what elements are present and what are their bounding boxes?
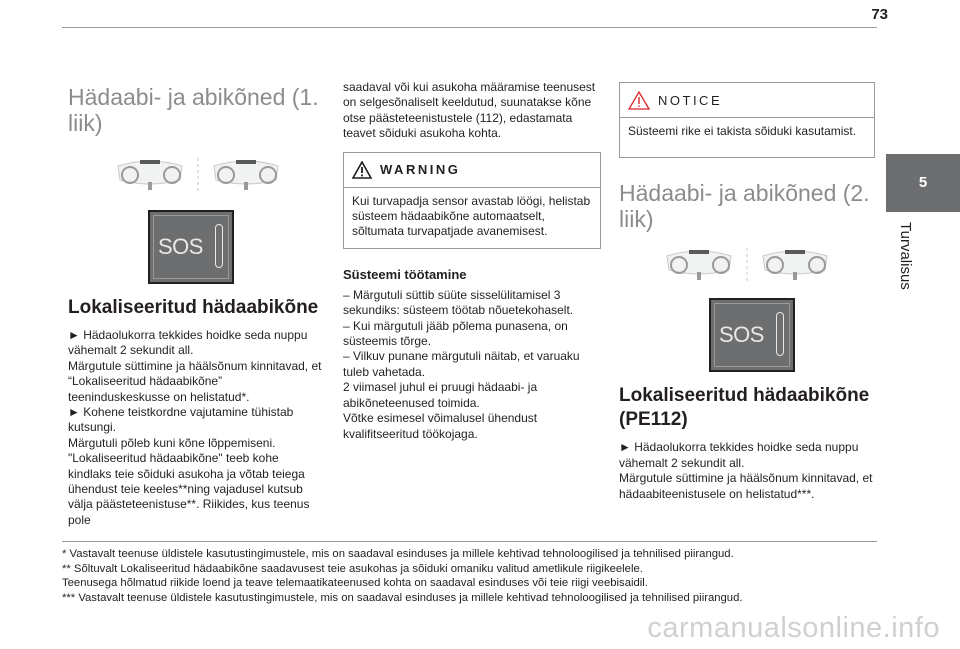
paragraph: ► Hädaolukorra tekkides hoidke seda nuppu vähemalt 2 sekundit all. (619, 440, 859, 470)
footnote-divider (62, 541, 877, 542)
warning-header (344, 153, 600, 188)
col2-body (343, 288, 601, 442)
steering-wheel-mirror-icon (757, 248, 833, 284)
watermark: carmanualsonline.info (647, 612, 940, 644)
steering-wheel-mirror-icon (661, 248, 737, 284)
column-3 (619, 82, 875, 502)
warning-box (343, 152, 601, 249)
subheading-localized-call: Lokaliseeritud hädaabikõne (68, 297, 319, 318)
paragraph: Võtke esimesel võimalusel ühendust kvalifitseeritud töökojaga. (343, 411, 538, 441)
paragraph: saadaval või kui asukoha määramise teenusest on selgesõnaliselt keeldutud, suunatakse kõne otse päästeteenistustele (112), edastamata teavet sõiduki asukoha kohta. (343, 80, 596, 141)
sos-button-icon (148, 210, 234, 284)
section-heading-type-2: Hädaabi- ja abikõned (2. liik) (619, 180, 870, 233)
mirror-illustration (661, 248, 875, 292)
chapter-number: 5 (918, 174, 928, 191)
paragraph: ► Hädaolukorra tekkides hoidke seda nuppu vähemalt 2 sekundit all. (68, 328, 308, 358)
paragraph: – Märgutuli süttib süüte sisselülitamisel 3 sekundiks: süsteem töötab nõuetekohaselt. (343, 287, 574, 318)
paragraph: Märgutuli põleb kuni kõne lõppemiseni. (68, 435, 276, 450)
notice-title: NOTICE (658, 92, 723, 108)
column-1 (68, 80, 324, 528)
sos-button-icon (709, 298, 795, 372)
notice-header (620, 83, 874, 118)
warning-triangle-icon (352, 161, 372, 179)
paragraph: Märgutule süttimine ja häälsõnum kinnitavad, et “Lokaliseeritud hädaabikõne” teeninduskeskusse on helistatud*. (68, 358, 322, 404)
subheading-pe112-call: Lokaliseeritud hädaabikõne (PE112) (619, 385, 870, 431)
chapter-label: Turvalisus (897, 222, 914, 290)
subheading-system-operation: Süsteemi töötamine (343, 266, 467, 282)
dashed-divider-icon (196, 158, 200, 194)
footnotes (62, 547, 877, 605)
paragraph: – Vilkuv punane märgutuli näitab, et varuaku tuleb vahetada. (343, 349, 580, 379)
notice-box (619, 82, 875, 158)
footnote: *** Vastavalt teenuse üldistele kasutustingimustele, mis on saadaval esinduses ja millele kehtivad tehnoloogilised ja tehnilised piirangud. (62, 591, 743, 604)
col3-body (619, 440, 875, 502)
sos-led-icon (215, 224, 223, 268)
paragraph: – Kui märgutuli jääb põlema punasena, on süsteemis tõrge. (343, 318, 568, 349)
col1-body (68, 328, 324, 528)
paragraph: 2 viimasel juhul ei pruugi hädaabi- ja abikõneteenused toimida. (343, 380, 538, 410)
sos-label: SOS (158, 234, 203, 259)
mirror-illustration (112, 158, 324, 202)
footnote: Teenusega hõlmatud riikide loend ja teave telemaatikateenused kohta on saadaval esinduses või teie riigi veebisaidil. (62, 577, 648, 590)
sos-led-icon (776, 312, 784, 356)
footnote: * Vastavalt teenuse üldistele kasutustingimustele, mis on saadaval esinduses ja millele kehtivad tehnoloogilised ja tehnilised piirangud. (62, 548, 734, 560)
steering-wheel-mirror-icon (112, 158, 188, 194)
column-2 (343, 80, 601, 442)
warning-text: Kui turvapadja sensor avastab löögi, helistab süsteem hädaabikõne automaatselt, sõltumata turvapatjade avanemisest. (352, 193, 591, 239)
section-heading-type-1: Hädaabi- ja abikõned (1. liik) (68, 84, 319, 136)
sos-label: SOS (719, 322, 764, 348)
paragraph: Märgutule süttimine ja häälsõnum kinnitavad, et hädaabiteenistusele on helistatud***. (619, 471, 873, 501)
page-number: 73 (871, 6, 888, 23)
top-divider (62, 27, 877, 28)
notice-triangle-icon (628, 91, 650, 110)
notice-text: Süsteemi rike ei takista sõiduki kasutamist. (628, 124, 857, 138)
paragraph: "Lokaliseeritud hädaabikõne" teeb kohe kindlaks teie sõiduki asukoha ja võtab teiega ühendust teie keeles**ning vajadusel kutsub välja päästeteenistuse**. Riikides, kus teenus pole (68, 451, 310, 527)
warning-title: WARNING (380, 162, 461, 178)
chapter-tab[interactable] (886, 154, 960, 212)
paragraph: ► Kohene teistkordne vajutamine tühistab kutsungi. (68, 405, 294, 435)
dashed-divider-icon (745, 248, 749, 284)
steering-wheel-mirror-icon (208, 158, 284, 194)
footnote: ** Sõltuvalt Lokaliseeritud hädaabikõne saadavusest teie asukohas ja sõiduki omaniku valitud ametlikule riigikeelele. (62, 562, 643, 575)
